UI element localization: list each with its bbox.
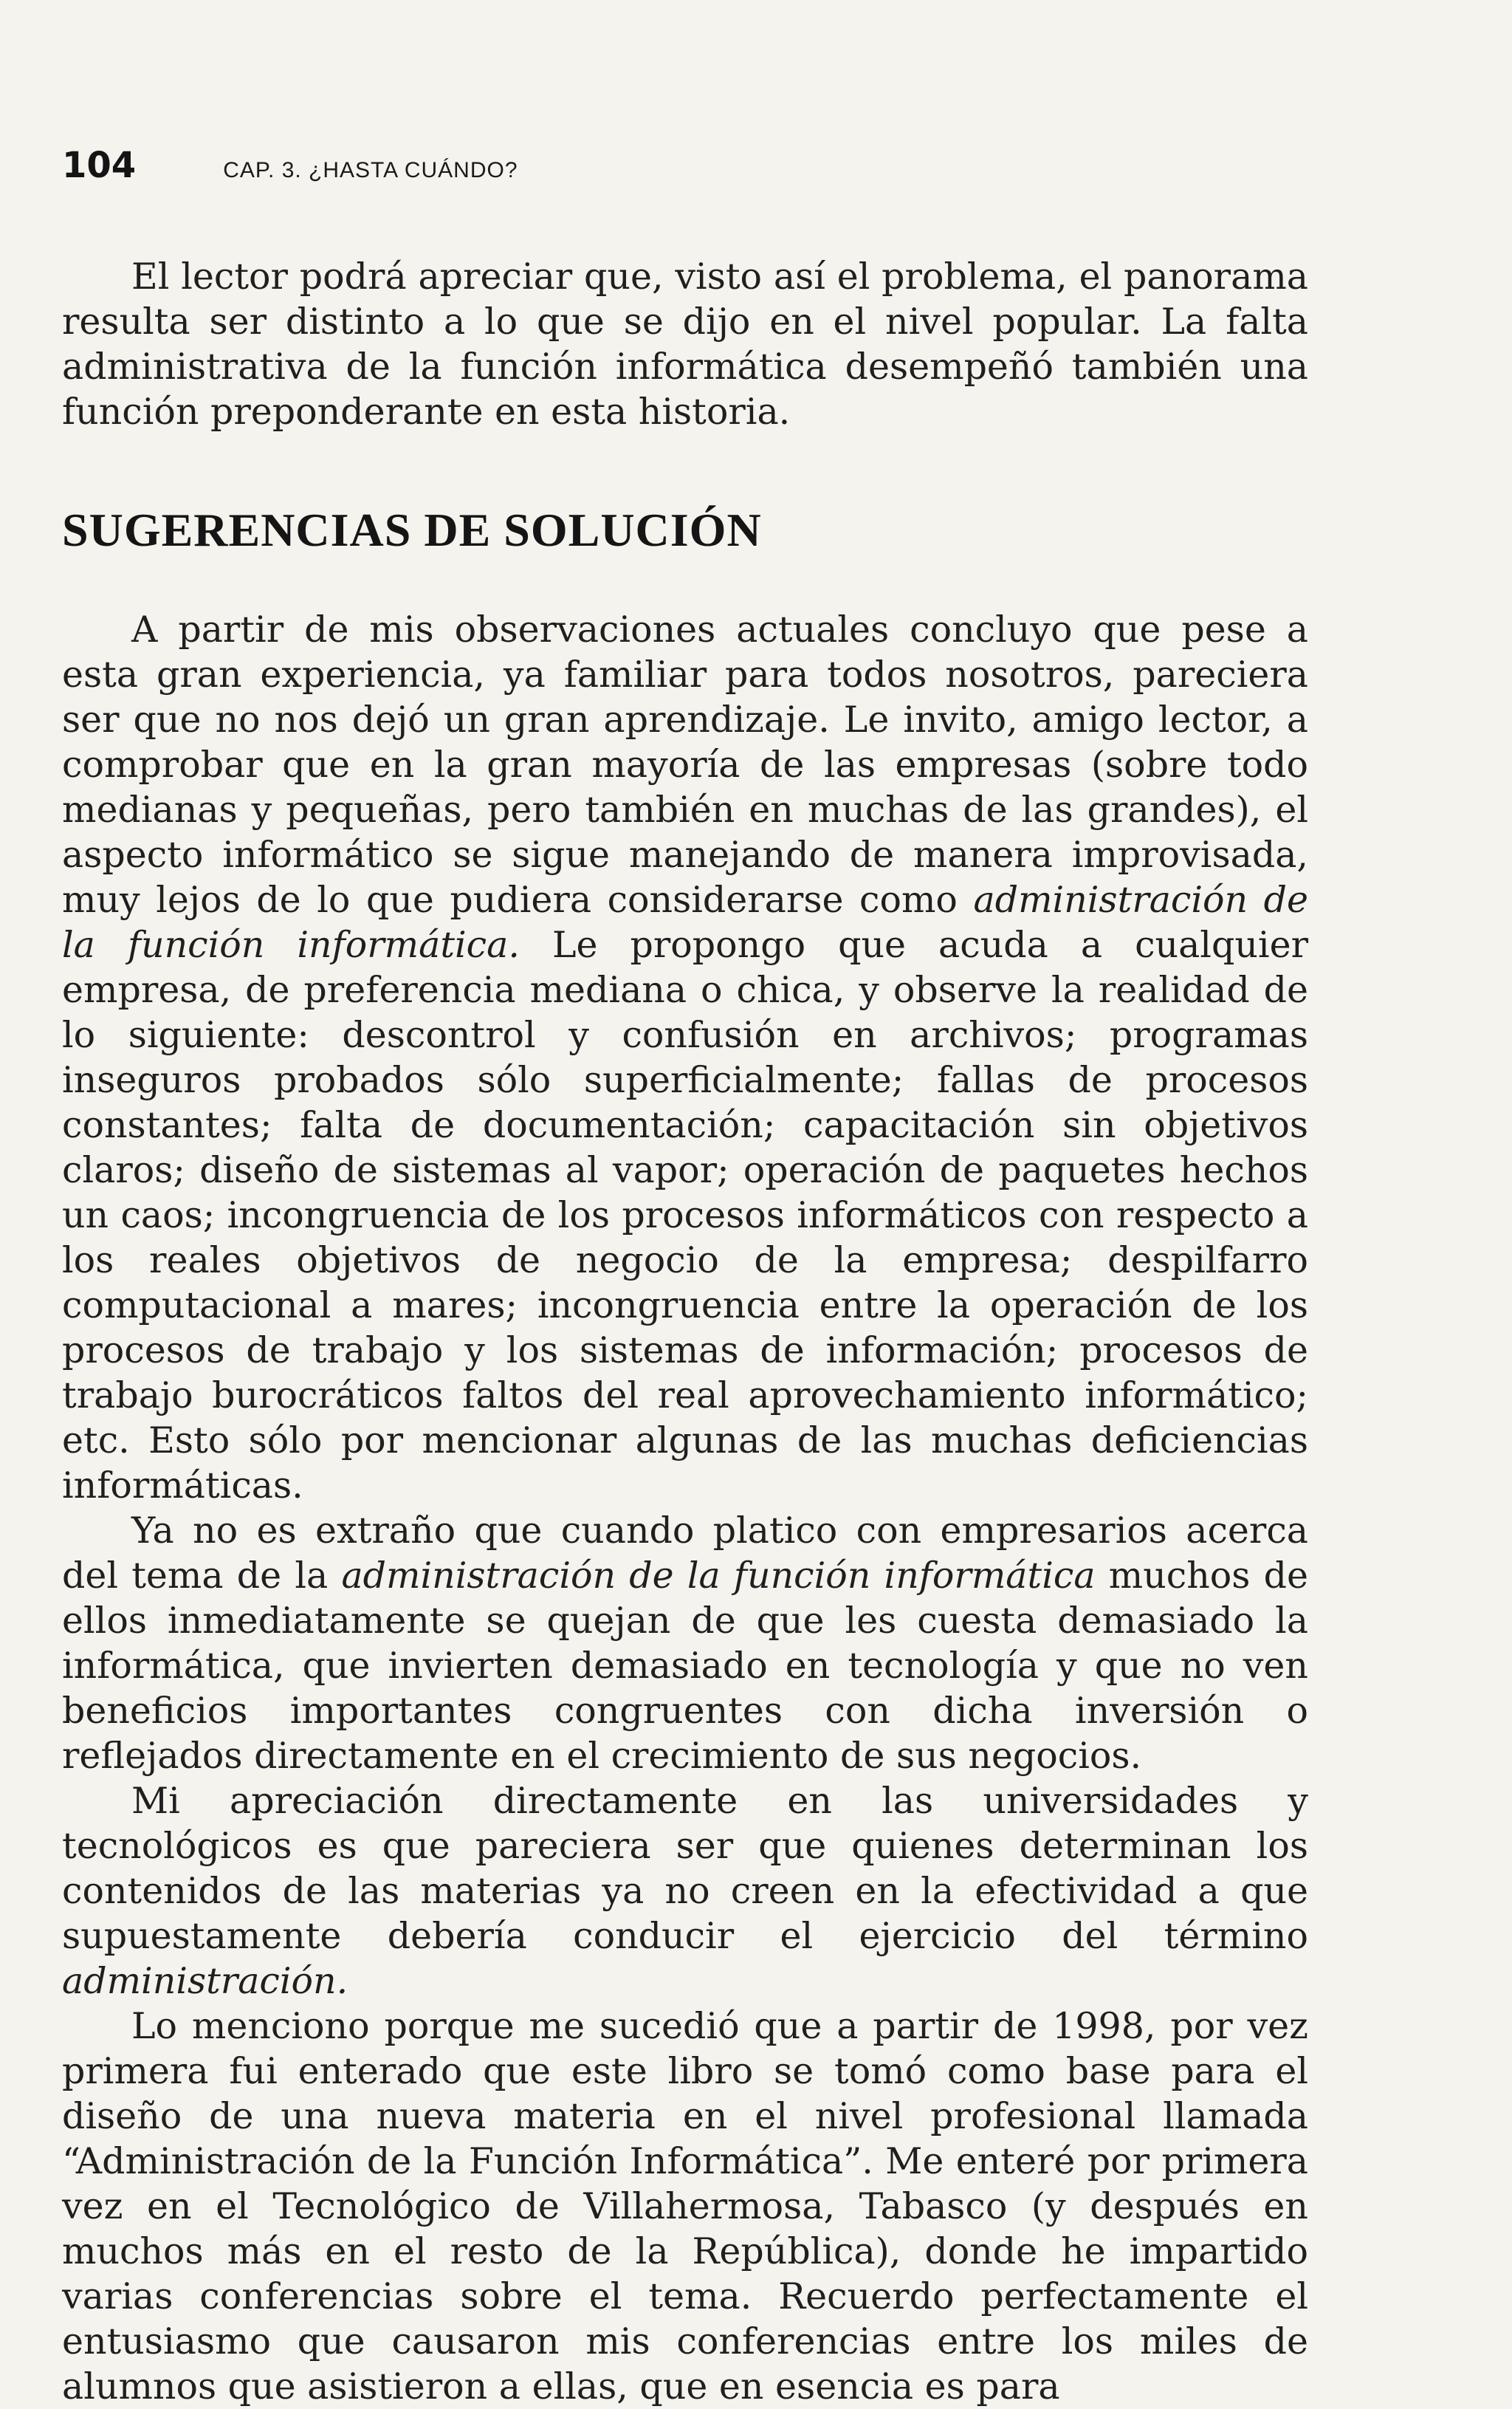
paragraph-observations-text-start: A partir de mis observaciones actuales concluyo que pese a esta gran experiencia, ya familiar para todos nosotros, pareciera ser que no nos dejó un gran aprendizaje. Le invito, amigo lector, a comprobar que en la gran mayoría de las empresas (sobre todo medianas y pequeñas, pero también en muchas de las grandes), el aspecto informático se sigue manejando de manera improvisada, muy lejos de lo que pudiera considerarse como (62, 609, 1308, 921)
page-number: 104 (62, 145, 137, 186)
paragraph-intro: El lector podrá apreciar que, visto así el problema, el panorama resulta ser distinto a lo que se dijo en el nivel popular. La falta administrativa de la función informática desempeñó también una función preponderante en esta historia. (62, 256, 1308, 433)
paragraph-business-owners-emphasis: administración de la función informática (341, 1555, 1096, 1597)
paragraph-observations (62, 607, 1308, 1508)
paragraph-universities-text-start: Mi apreciación directamente en las universidades y tecnológicos es que pareciera ser que quienes determinan los contenidos de las materias ya no creen en la efectividad a que supuestamente debería conducir el ejercicio del término (62, 1780, 1308, 1957)
chapter-title: CAP. 3. ¿HASTA CUÁNDO? (223, 158, 518, 182)
paragraph-universities-emphasis: administración. (62, 1960, 348, 2002)
paragraph-business-owners (62, 1508, 1308, 1778)
section-heading: SUGERENCIAS DE SOLUCIÓN (62, 504, 762, 556)
paragraph-1998: Lo menciono porque me sucedió que a partir de 1998, por vez primera fui enterado que este libro se tomó como base para el diseño de una nueva materia en el nivel profesional llamada “Administración de la Función Informática”. Me enteré por primera vez en el Tecnológico de Villahermosa, Tabasco (y después en muchos más en el resto de la República), donde he impartido varias conferencias sobre el tema. Recuerdo perfectamente el entusiasmo que causaron mis conferencias entre los miles de alumnos que asistieron a ellas, que en esencia es para (62, 2005, 1308, 2408)
running-header (62, 145, 1308, 192)
paragraph-universities (62, 1778, 1308, 2004)
paragraph-observations-emphasis: administración de la función informática. (62, 879, 1308, 966)
paragraph-business-owners-text-start: Ya no es extraño que cuando platico con empresarios acerca del tema de la (62, 1510, 1308, 1597)
paragraph-business-owners-text-end: muchos de ellos inmediatamente se quejan de que les cuesta demasiado la informática, que invierten demasiado en tecnología y que no ven beneficios importantes congruentes con dicha inversión o reflejados directamente en el crecimiento de sus negocios. (62, 1555, 1308, 1777)
paragraph-observations-text-end: Le propongo que acuda a cualquier empresa, de preferencia mediana o chica, y observe la realidad de lo siguiente: descontrol y confusión en archivos; programas inseguros probados sólo superficialmente; fallas de procesos constantes; falta de documentación; capacitación sin objetivos claros; diseño de sistemas al vapor; operación de paquetes hechos un caos; incongruencia de los procesos informáticos con respecto a los reales objetivos de negocio de la empresa; despilfarro computacional a mares; incongruencia entre la operación de los procesos de trabajo y los sistemas de información; procesos de trabajo burocráticos faltos del real aprovechamiento informático; etc. Esto sólo por mencionar algunas de las muchas deficiencias informáticas. (62, 924, 1308, 1507)
